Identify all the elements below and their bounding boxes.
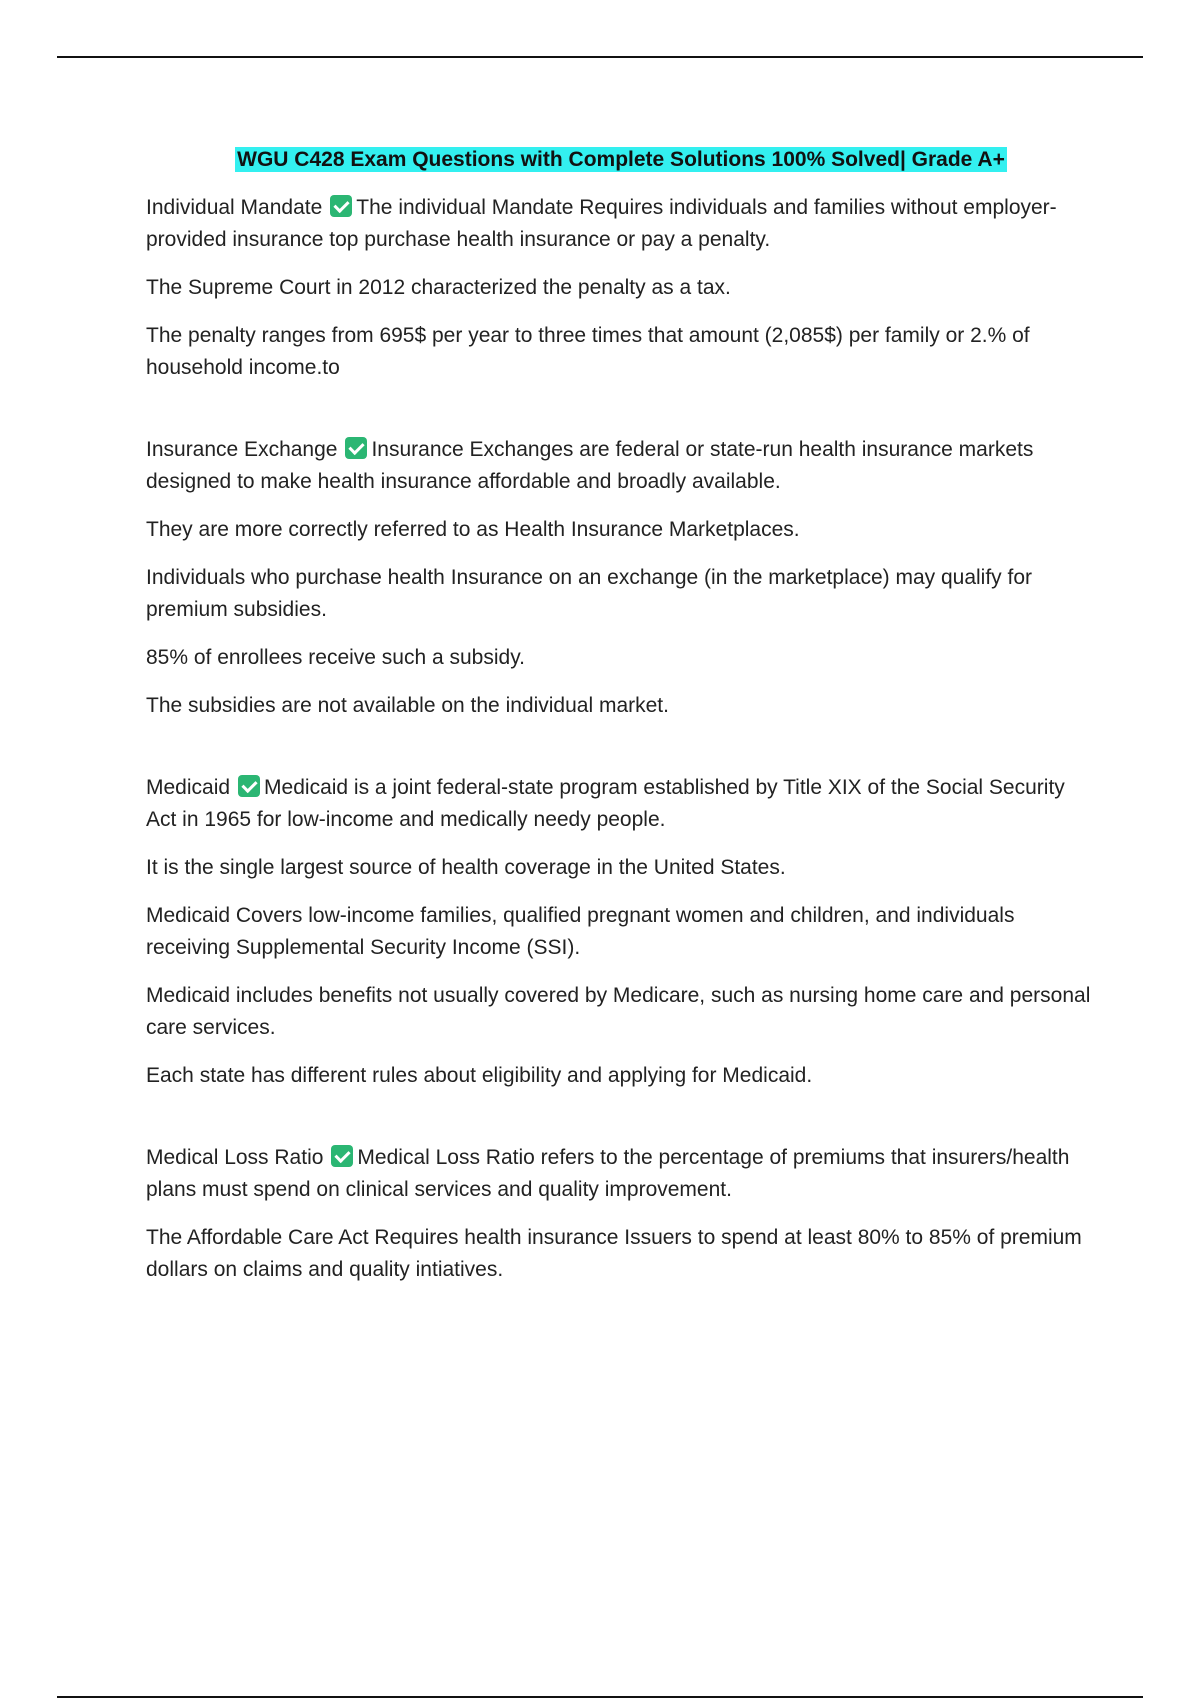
title-block [146, 144, 1096, 178]
detail-paragraph: Medicaid includes benefits not usually covered by Medicare, such as nursing home care and personal care services. [146, 984, 1091, 1039]
document-title: WGU C428 Exam Questions with Complete Solutions 100% Solved| Grade A+ [237, 148, 1005, 171]
detail-paragraph: 85% of enrollees receive such a subsidy. [146, 646, 525, 669]
detail-paragraph: The Supreme Court in 2012 characterized the penalty as a tax. [146, 276, 731, 299]
section-medicaid [146, 772, 1096, 1092]
term-label: Medicaid [146, 776, 231, 799]
detail-paragraph: It is the single largest source of health coverage in the United States. [146, 856, 786, 879]
term-label: Medical Loss Ratio [146, 1146, 324, 1169]
section-medical-loss-ratio [146, 1142, 1096, 1286]
detail-paragraph: The penalty ranges from 695$ per year to three times that amount (2,085$) per family or 2.% of household income.to [146, 324, 1030, 379]
term-label: Individual Mandate [146, 196, 323, 219]
section-individual-mandate [146, 192, 1096, 384]
check-mark-icon [330, 195, 352, 217]
term-label: Insurance Exchange [146, 438, 338, 461]
bottom-rule [57, 1696, 1143, 1698]
definition-text: The individual Mandate Requires individuals and families without employer-provided insurance top purchase health insurance or pay a penalty. [146, 196, 1057, 251]
detail-paragraph: They are more correctly referred to as Health Insurance Marketplaces. [146, 518, 800, 541]
definition-text: Medical Loss Ratio refers to the percentage of premiums that insurers/health plans must spend on clinical services and quality improvement. [146, 1146, 1070, 1201]
document-page [146, 144, 1096, 1336]
definition-paragraph [146, 1142, 1096, 1206]
detail-paragraph: Each state has different rules about eligibility and applying for Medicaid. [146, 1064, 813, 1087]
check-mark-icon [331, 1145, 353, 1167]
definition-paragraph [146, 192, 1096, 256]
definition-text: Medicaid is a joint federal-state program established by Title XIX of the Social Security Act in 1965 for low-income and medically needy people. [146, 776, 1065, 831]
detail-paragraph: Individuals who purchase health Insurance on an exchange (in the marketplace) may qualify for premium subsidies. [146, 566, 1033, 621]
detail-paragraph: Medicaid Covers low-income families, qualified pregnant women and children, and individuals receiving Supplemental Security Income (SSI). [146, 904, 1015, 959]
top-rule [57, 56, 1143, 58]
detail-paragraph: The Affordable Care Act Requires health insurance Issuers to spend at least 80% to 85% of premium dollars on claims and quality intiatives. [146, 1226, 1082, 1281]
definition-paragraph [146, 772, 1096, 836]
section-insurance-exchange [146, 434, 1096, 722]
detail-paragraph: The subsidies are not available on the individual market. [146, 694, 669, 717]
check-mark-icon [238, 775, 260, 797]
definition-text: Insurance Exchanges are federal or state-run health insurance markets designed to make health insurance affordable and broadly available. [146, 438, 1034, 493]
definition-paragraph [146, 434, 1096, 498]
check-mark-icon [345, 437, 367, 459]
